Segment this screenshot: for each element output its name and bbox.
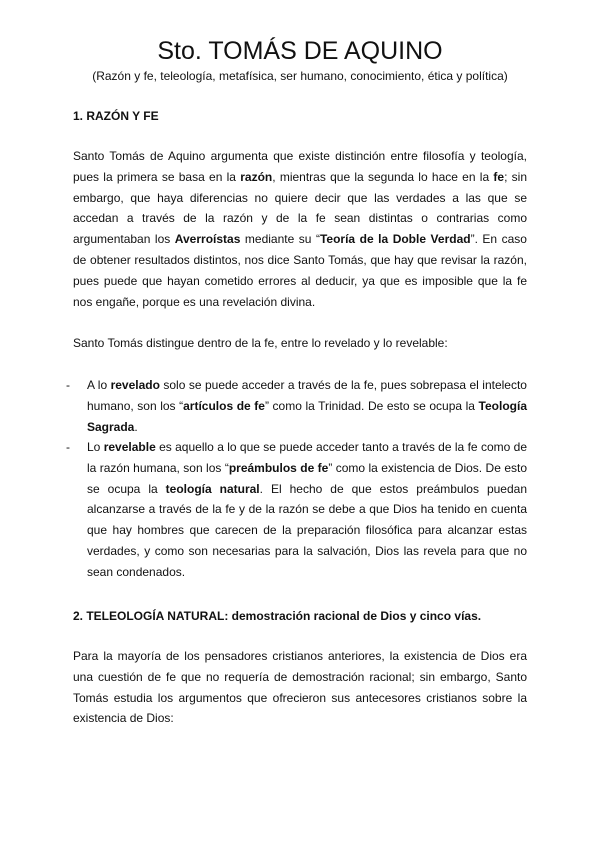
section-1-heading: 1. RAZÓN Y FE <box>73 109 159 123</box>
text-run: ” como la existencia de Dios. De esto se ocupa la <box>87 460 527 496</box>
text-run: solo se puede acceder a través de la fe, pues sobrepasa el intelecto humano, son los “ <box>87 378 527 413</box>
bold-term: preámbulos de fe <box>228 460 329 475</box>
bold-term: Teoría de la Doble Verdad <box>319 232 471 247</box>
section-1-paragraph-1 <box>73 146 527 312</box>
document-subtitle: (Razón y fe, teleología, metafísica, ser humano, conocimiento, ética y política) <box>92 69 508 83</box>
list-item-text <box>87 375 527 437</box>
text-run: , mientras que la segunda lo hace en la <box>272 169 494 184</box>
bold-term: revelado <box>110 378 160 392</box>
list-item-revelado <box>66 375 527 437</box>
section-2-paragraph-1: Para la mayoría de los pensadores cristianos anteriores, la existencia de Dios era una cuestión de fe que no requería de demostración racional; sin embargo, Santo Tomás estudia los argumentos que ofrecieron sus antecesores cristianos sobre la existencia de Dios: <box>73 649 527 726</box>
text-run: . El hecho de que estos preámbulos puedan alcanzarse a través de la fe y de la razón se debe a que Dios ha tenido en cuenta que hay hombres que carecen de la preparación filosófica para alcanzar estas verdades, y como son necesarias para la salvación, Dios las revela para que no sean condenados. <box>87 481 528 579</box>
list-item-revelable <box>66 437 527 583</box>
bold-term: razón <box>240 169 273 184</box>
document-title: Sto. TOMÁS DE AQUINO <box>157 37 443 65</box>
bold-term: revelable <box>103 440 156 454</box>
bold-term: Averroístas <box>174 232 241 247</box>
list-dash: - <box>66 440 70 454</box>
text-run: ; sin embargo, que haya diferencias no quiere decir que las verdades a las que se accedan a través de la razón y de la fe sean distintas o contrarias como argumentaban los <box>73 169 527 247</box>
text-run: Lo <box>87 440 104 454</box>
bold-term: artículos de fe <box>183 398 265 413</box>
section-2-heading: 2. TELEOLOGÍA NATURAL: demostración racional de Dios y cinco vías. <box>73 609 482 623</box>
text-run: ”. En caso de obtener resultados distintos, nos dice Santo Tomás, que hay que revisar la razón, pues puede que hayan cometido errores al deducir, ya que es imposible que la fe nos engañe, porque es una revelación divina. <box>73 232 527 309</box>
text-run: es aquello a lo que se puede acceder tanto a través de la fe como de la razón humana, son los “ <box>87 440 527 475</box>
bold-term: teología natural <box>165 481 260 496</box>
bold-term: Teología Sagrada <box>87 398 527 434</box>
text-run: mediante su “ <box>240 232 320 247</box>
section-1-paragraph-2: Santo Tomás distingue dentro de la fe, entre lo revelado y lo revelable: <box>73 336 448 350</box>
text-run: A lo <box>87 378 111 392</box>
list-item-text <box>87 437 527 583</box>
bold-term: fe <box>493 169 505 184</box>
list-dash: - <box>66 378 70 392</box>
text-run: Santo Tomás de Aquino argumenta que existe distinción entre filosofía y teología, pues la primera se basa en la <box>73 149 527 184</box>
text-run: ” como la Trinidad. De esto se ocupa la <box>264 398 479 413</box>
text-run: . <box>134 419 138 434</box>
